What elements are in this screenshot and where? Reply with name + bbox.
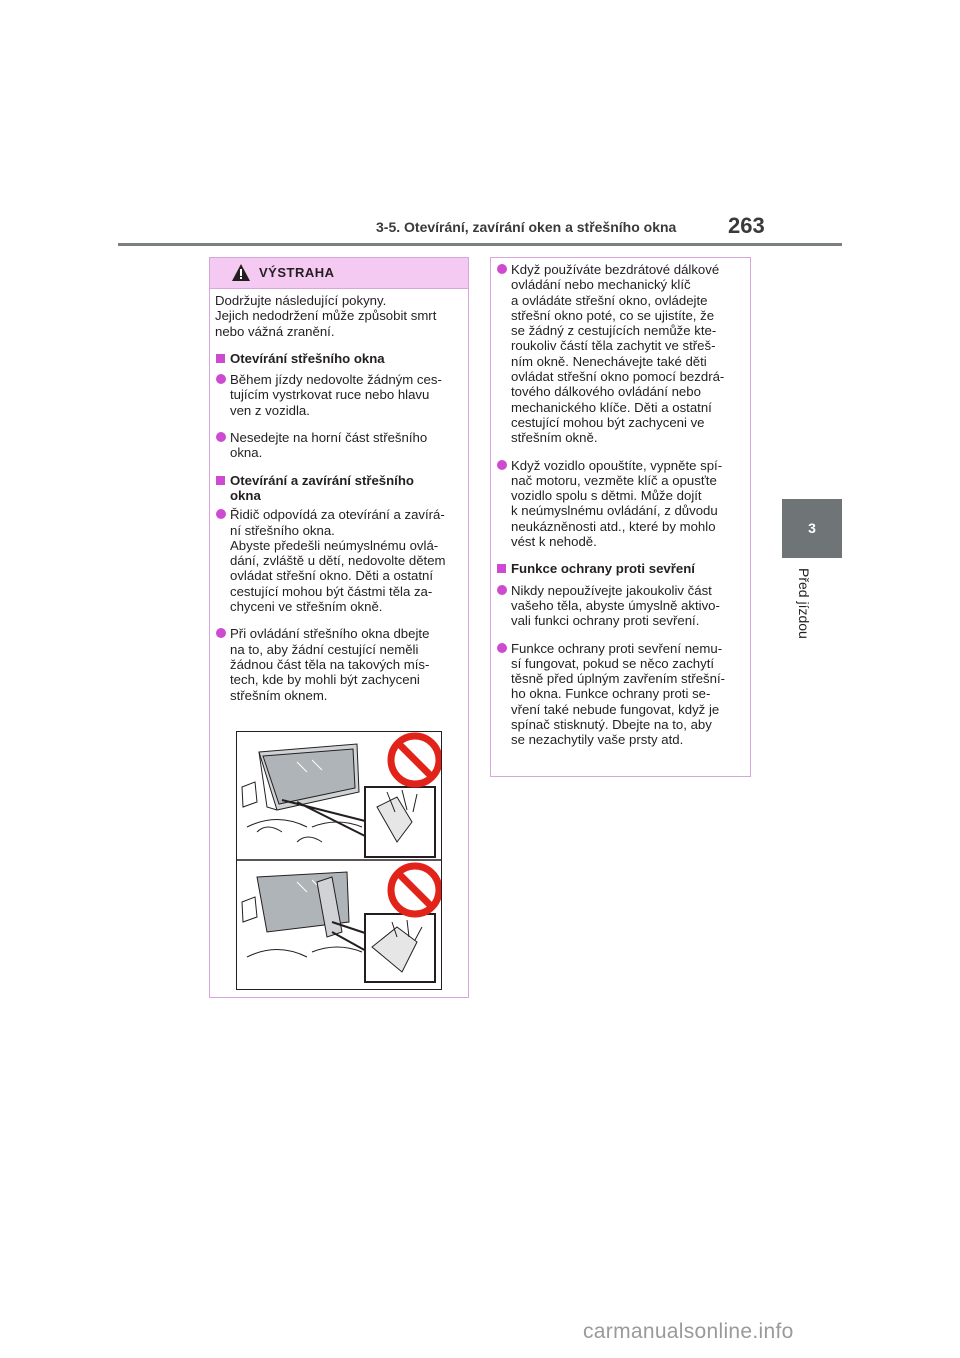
text-line: se žádný z cestujících nemůže kte- <box>511 323 717 339</box>
text-line: roukoliv částí těla zachytit ve střeš- <box>511 338 716 354</box>
text-line: ven z vozidla. <box>230 402 310 418</box>
text-line: Dodržujte následující pokyny. <box>215 293 387 308</box>
text-line: spínač stisknutý. Dbejte na to, aby <box>511 717 712 733</box>
section-title: 3-5. Otevírání, zavírání oken a střešního okna <box>376 219 677 235</box>
text-line: střešní okno poté, co se ujistíte, že <box>511 307 715 323</box>
text-line: chyceni ve střešním okně. <box>230 599 383 615</box>
text-line: tujícím vystrkovat ruce nebo hlavu <box>230 387 430 403</box>
text-line: Když používáte bezdrátové dálkové <box>511 262 720 277</box>
text-line: nač motoru, vezměte klíč a opusťte <box>511 472 717 488</box>
text-line: neukázněnosti atd., které by mohlo <box>511 518 716 534</box>
text-line: vření také nebude fungovat, když je <box>511 701 720 717</box>
bullet-item <box>496 583 744 629</box>
bullet-item <box>215 626 462 702</box>
text-line: Funkce ochrany proti sevření nemu- <box>511 640 723 656</box>
warning-continued-box <box>490 257 751 777</box>
text-line: dání, zvláště u dětí, nedovolte dětem <box>230 553 446 569</box>
text-line: ho okna. Funkce ochrany proti se- <box>511 686 711 702</box>
circle-bullet-icon <box>497 643 507 653</box>
text-line: na to, aby žádní cestující neměli <box>230 641 419 657</box>
text-line: tech, kde by mohli být zachyceni <box>230 672 420 688</box>
text-line: vali funkci ochrany proti sevření. <box>511 613 700 629</box>
circle-bullet-icon <box>497 460 507 470</box>
text-line: nebo vážná zranění. <box>215 323 335 339</box>
watermark[interactable]: carmanualsonline.info <box>583 1320 794 1343</box>
text-line: ovládat střešní okno. Děti a ostatní <box>230 568 434 584</box>
text-line: Řidič odpovídá za otevírání a zavírá- <box>230 507 445 523</box>
text-line: těsně před úplným zavřením střešní- <box>511 671 726 687</box>
text-line: tového dálkového ovládání nebo <box>511 384 701 400</box>
text-line: cestující mohou být zachyceni ve <box>511 414 705 430</box>
bullet-item <box>496 641 744 748</box>
warning-triangle-icon <box>231 263 251 282</box>
circle-bullet-icon <box>216 628 226 638</box>
chapter-label: Před jízdou <box>796 568 812 639</box>
square-bullet-icon <box>216 354 225 363</box>
chapter-tab[interactable] <box>782 499 842 558</box>
text-line: okna. <box>230 445 263 461</box>
header-divider <box>118 243 842 246</box>
text-line: vašeho těla, abyste úmyslně aktivo- <box>511 597 720 613</box>
text-line: ovládání nebo mechanický klíč <box>511 277 691 293</box>
section-heading: Otevírání a zavírání střešního okna <box>215 473 462 504</box>
section-heading: Otevírání střešního okna <box>215 351 462 366</box>
text-line: Abyste předešli neúmyslnému ovlá- <box>230 537 439 553</box>
text-line: cestující mohou být částmi těla za- <box>230 583 433 599</box>
square-bullet-icon <box>497 564 506 573</box>
text-line: ní střešního okna. <box>230 522 335 538</box>
text-line: Nesedejte na horní část střešního <box>230 430 428 446</box>
text-line: sí fungovat, pokud se něco zachytí <box>511 655 715 671</box>
text-line: a ovládáte střešní okno, ovládejte <box>511 292 708 308</box>
text-line: mechanického klíče. Děti a ostatní <box>511 399 712 415</box>
circle-bullet-icon <box>216 509 226 519</box>
text-line: žádnou část těla na takových mís- <box>230 656 430 672</box>
circle-bullet-icon <box>497 264 507 274</box>
warning-header <box>210 258 468 289</box>
text-line: vozidlo spolu s dětmi. Může dojít <box>511 488 702 504</box>
sunroof-warning-drawing <box>237 732 441 989</box>
text-line: se nezachytily vaše prsty atd. <box>511 732 684 748</box>
bullet-item <box>496 262 744 446</box>
text-line: střešním oknem. <box>230 687 328 703</box>
sunroof-illustration <box>236 731 442 990</box>
text-line: Nikdy nepoužívejte jakoukoliv část <box>511 582 712 598</box>
warning-intro <box>215 293 462 339</box>
bullet-item <box>215 430 462 461</box>
text-line: Při ovládání střešního okna dbejte <box>230 626 430 642</box>
circle-bullet-icon <box>497 585 507 595</box>
bullet-item <box>215 507 462 614</box>
text-line: k neúmyslnému ovládání, z důvodu <box>511 503 718 519</box>
square-bullet-icon <box>216 476 225 485</box>
text-line: Když vozidlo opouštíte, vypněte spí- <box>511 457 723 473</box>
text-line: Během jízdy nedovolte žádným ces- <box>230 372 442 388</box>
text-line: střešním okně. <box>511 430 598 446</box>
bullet-item <box>496 458 744 550</box>
page-number: 263 <box>728 213 765 238</box>
bullet-item <box>215 372 462 418</box>
section-heading: Funkce ochrany proti sevření <box>496 561 744 576</box>
text-line: Jejich nedodržení může způsobit smrt <box>215 308 437 324</box>
chapter-number: 3 <box>808 520 816 536</box>
text-line: ovládat střešní okno pomocí bezdrá- <box>511 369 725 385</box>
warning-title: VÝSTRAHA <box>259 265 335 280</box>
circle-bullet-icon <box>216 432 226 442</box>
text-line: vést k nehodě. <box>511 534 597 550</box>
text-line: ním okně. Nenechávejte také děti <box>511 353 707 369</box>
circle-bullet-icon <box>216 374 226 384</box>
